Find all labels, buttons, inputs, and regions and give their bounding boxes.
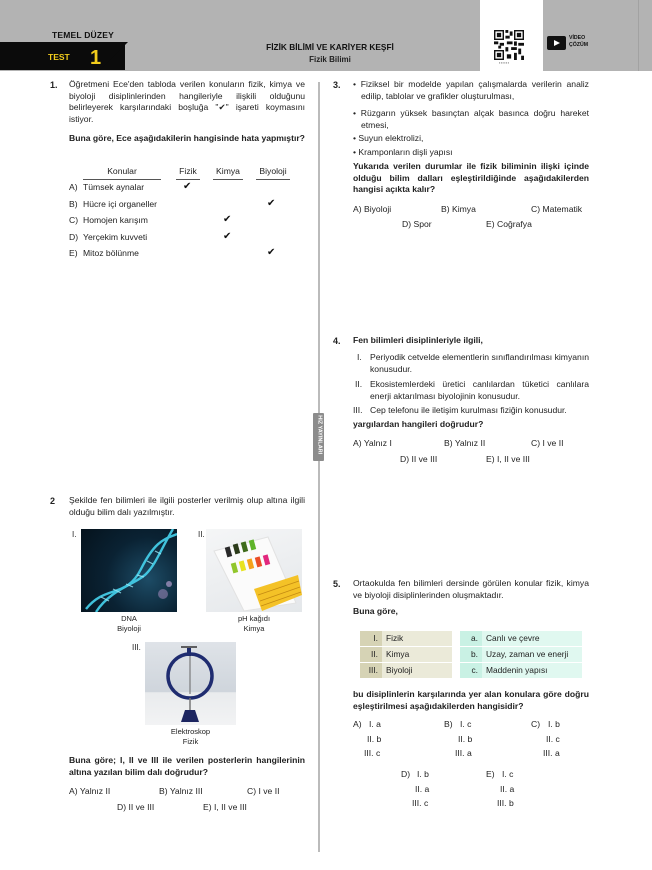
q5-number: 5. — [333, 579, 341, 589]
row-num: b. — [460, 647, 482, 662]
option-letter: E) — [69, 248, 78, 258]
poster-1-name: DNA — [121, 614, 137, 623]
row-value: Canlı ve çevre — [482, 631, 582, 646]
option-letter: A) — [69, 182, 78, 192]
option-letter: A) — [353, 719, 362, 729]
row-num: I. — [360, 631, 382, 646]
option-line: II. c — [546, 734, 560, 744]
row-topic: Homojen karışım — [83, 215, 148, 225]
q1-col-konular: Konular — [83, 166, 161, 180]
q4-number: 4. — [333, 336, 341, 346]
check-icon: ✔ — [267, 198, 276, 209]
row-num: II. — [360, 647, 382, 662]
q3-bullet-4: • Kramponların dişli yapısı — [353, 147, 453, 157]
video-label-line1: VİDEO — [569, 35, 586, 41]
q2-number: 2 — [50, 496, 56, 506]
poster-2-field: Kimya — [243, 624, 265, 633]
row-topic: Hücre içi organeller — [83, 199, 158, 209]
q4-prompt: yargılardan hangileri doğrudur? — [353, 419, 484, 429]
q3-option-e[interactable]: E) Coğrafya — [486, 219, 532, 229]
unit-title: FİZİK BİLİMİ VE KARİYER KEŞFİ — [266, 42, 394, 52]
row-topic: Yerçekim kuvveti — [83, 232, 148, 242]
q3-bullet-2: • Rüzgarın yüksek basınçtan alçak basınca doğru hareket etmesi, — [353, 108, 589, 130]
poster-2-roman: II. — [198, 530, 205, 539]
check-icon: ✔ — [267, 247, 276, 258]
ph-paper-image — [206, 529, 302, 612]
poster-1-field: Biyoloji — [117, 624, 141, 633]
table-row — [460, 647, 582, 662]
poster-3-roman: III. — [132, 643, 141, 652]
option-line: I. b — [548, 719, 560, 729]
q4-statement-1-roman: I. — [357, 352, 362, 362]
option-line: II. a — [415, 784, 430, 794]
bullet-text: Kramponların dişli yapısı — [358, 147, 453, 157]
option-line: I. a — [369, 719, 381, 729]
q4-option-c[interactable]: C) I ve II — [531, 438, 564, 448]
row-num: c. — [460, 663, 482, 678]
level-label: TEMEL DÜZEY — [52, 30, 115, 40]
check-icon: ✔ — [223, 214, 232, 225]
bullet-text: Fiziksel bir modelde yapılan çalışmalarda verilerin analiz edilip, tablolar ve grafikler oluşturulması, — [360, 79, 589, 101]
q2-option-e[interactable]: E) I, II ve III — [203, 802, 247, 812]
row-value: Fizik — [382, 631, 452, 646]
q3-bullet-1: • Fiziksel bir modelde yapılan çalışmalarda verilerin analiz edilip, tablolar ve grafikler oluşturulması, — [353, 79, 589, 101]
brand-text: HIZ YAYINLARI — [316, 415, 323, 455]
brand-tag — [313, 413, 324, 461]
test-banner-slant — [100, 42, 128, 70]
video-solution-label[interactable] — [569, 35, 588, 48]
electroscope-image — [145, 642, 236, 725]
q4-statement-2-roman: II. — [355, 379, 363, 389]
row-value: Kimya — [382, 647, 452, 662]
poster-3-name: Elektroskop — [170, 727, 211, 736]
q2-prompt: Buna göre; I, II ve III ile verilen posterlerin hangilerinin altına yazılan bilim dalı doğrudur? — [69, 755, 305, 777]
row-value: Maddenin yapısı — [482, 663, 582, 678]
option-letter: E) — [486, 769, 495, 779]
q1-col-fizik: Fizik — [176, 166, 200, 180]
row-value: Biyoloji — [382, 663, 452, 678]
q3-option-a[interactable]: A) Biyoloji — [353, 204, 392, 214]
option-letter: C) — [531, 719, 541, 729]
q4-option-e[interactable]: E) I, II ve III — [486, 454, 530, 464]
row-topic: Tümsek aynalar — [83, 182, 145, 192]
q4-statement-3-roman: III. — [353, 405, 363, 415]
check-icon: ✔ — [183, 181, 192, 192]
poster-1-roman: I. — [72, 530, 77, 539]
bullet-text: Suyun elektrolizi, — [358, 133, 424, 143]
q5-disciplines-table — [360, 630, 452, 679]
row-num: III. — [360, 663, 382, 678]
qr-caption: ▪▪▪▪▪▪ — [499, 61, 510, 65]
option-letter: B) — [69, 199, 78, 209]
q3-number: 3. — [333, 80, 341, 90]
option-line: III. a — [543, 748, 560, 758]
option-line: I. b — [417, 769, 429, 779]
option-letter: B) — [444, 719, 453, 729]
option-line: III. b — [497, 798, 514, 808]
q1-prompt: Buna göre, Ece aşağıdakilerin hangisinde hata yapmıştır? — [69, 133, 305, 143]
video-label-line2: ÇÖZÜM — [569, 41, 589, 48]
q3-option-d[interactable]: D) Spor — [402, 219, 432, 229]
option-line: II. a — [500, 784, 515, 794]
q2-option-b[interactable]: B) Yalnız III — [159, 786, 203, 796]
q2-text: Şekilde fen bilimleri ile ilgili posterler verilmiş olup altına ilgili olduğu bilim dalı yazılmıştır. — [69, 495, 305, 517]
option-line: III. c — [364, 748, 381, 758]
q5-lead: Buna göre, — [353, 606, 398, 616]
q5-prompt: bu disiplinlerin karşılarında yer alan konulara göre doğru eşleştirilmesi aşağıdakilerden hangisidir? — [353, 689, 589, 711]
row-value: Uzay, zaman ve enerji — [482, 647, 582, 662]
unit-subtitle: Fizik Bilimi — [309, 55, 351, 64]
qr-code-icon[interactable] — [494, 30, 524, 60]
option-letter: C) — [69, 215, 79, 225]
q2-option-a[interactable]: A) Yalnız II — [69, 786, 111, 796]
option-letter: D) — [69, 232, 79, 242]
option-letter: D) — [401, 769, 411, 779]
q4-option-a[interactable]: A) Yalnız I — [353, 438, 392, 448]
q5-topics-table — [460, 630, 582, 679]
q3-option-b[interactable]: B) Kimya — [441, 204, 476, 214]
q3-bullet-3: • Suyun elektrolizi, — [353, 133, 424, 143]
table-row — [460, 631, 582, 646]
q1-col-biyoloji: Biyoloji — [256, 166, 290, 180]
q4-statement-1: Periyodik cetvelde elementlerin sınıflandırılması kimyanın konusudur. — [370, 352, 589, 374]
q1-col-kimya: Kimya — [213, 166, 243, 180]
q1-text: Öğretmeni Ece'den tabloda verilen konuların fizik, kimya ve biyoloji disiplinlerinden hangileriyle ilişkili olduğunu belirleyerek karşılarındaki boşluğa "✔" işareti koymasını istiyor. — [69, 79, 305, 124]
q4-option-b[interactable]: B) Yalnız II — [444, 438, 486, 448]
row-num: a. — [460, 631, 482, 646]
test-number: 1 — [90, 47, 102, 69]
q1-number: 1. — [50, 80, 58, 90]
q2-option-c[interactable]: C) I ve II — [247, 786, 280, 796]
q4-statement-2: Ekosistemlerdeki üretici canlılardan tüketici canlılara enerji aktarılması biyolojinin konusudur. — [370, 379, 589, 401]
q2-option-d[interactable]: D) II ve III — [117, 802, 155, 812]
poster-3-field: Fizik — [182, 737, 199, 746]
table-row — [360, 631, 452, 646]
poster-2-name: pH kağıdı — [237, 614, 271, 623]
column-divider — [318, 82, 320, 852]
bullet-text: Rüzgarın yüksek basınçtan alçak basınca doğru hareket etmesi, — [360, 108, 589, 130]
q3-prompt: Yukarıda verilen durumlar ile fizik biliminin ilişki içinde olduğu bilim dalları eşleştirildiğinde aşağıdakilerden hangisi açıkta kalır? — [353, 161, 589, 195]
q5-text: Ortaokulda fen bilimleri dersinde görülen konular fizik, kimya ve biyoloji disiplinlerinden oluşmaktadır. — [353, 578, 589, 600]
play-icon[interactable] — [547, 36, 566, 50]
table-row — [360, 663, 452, 678]
q4-statement-3: Cep telefonu ile iletişim kurulması fiziğin konusudur. — [370, 405, 567, 415]
q4-option-d[interactable]: D) II ve III — [400, 454, 438, 464]
q3-option-c[interactable]: C) Matematik — [531, 204, 583, 214]
test-label: TEST — [48, 52, 70, 62]
check-icon: ✔ — [223, 231, 232, 242]
header-divider — [638, 0, 639, 71]
row-topic: Mitoz bölünme — [83, 248, 139, 258]
table-row — [360, 647, 452, 662]
table-row — [460, 663, 582, 678]
q4-intro: Fen bilimleri disiplinleriyle ilgili, — [353, 335, 483, 345]
option-line: I. c — [460, 719, 472, 729]
option-line: III. a — [455, 748, 472, 758]
option-line: II. b — [458, 734, 473, 744]
option-line: I. c — [502, 769, 514, 779]
option-line: II. b — [367, 734, 382, 744]
option-line: III. c — [412, 798, 429, 808]
dna-image — [81, 529, 177, 612]
